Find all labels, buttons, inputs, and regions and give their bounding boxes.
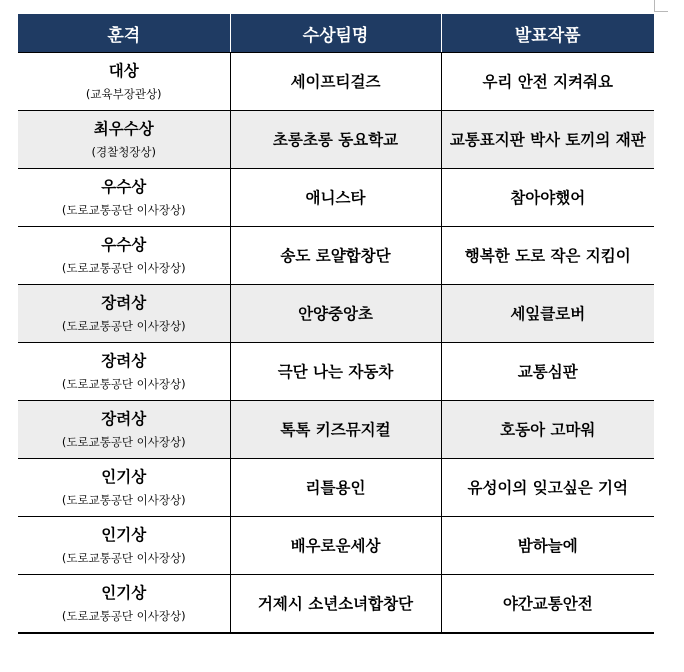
prize-sponsor: (도로교통공단 이사장상)	[61, 318, 186, 333]
prize-cell	[18, 111, 230, 169]
prize-name: 우수상	[101, 177, 147, 196]
prize-name: 대상	[108, 61, 139, 80]
prize-cell	[18, 343, 230, 401]
prize-sponsor: (도로교통공단 이사장상)	[61, 376, 186, 391]
team-cell: 리틀용인	[230, 459, 441, 517]
awards-table-body	[18, 53, 654, 634]
prize-sponsor: (도로교통공단 이사장상)	[61, 550, 186, 565]
table-row	[18, 169, 654, 227]
table-row	[18, 459, 654, 517]
table-row	[18, 517, 654, 575]
team-cell: 톡톡 키즈뮤지컬	[230, 401, 441, 459]
prize-sponsor: (경찰청장상)	[91, 144, 157, 159]
team-cell: 안양중앙초	[230, 285, 441, 343]
prize-name: 우수상	[101, 235, 147, 254]
table-row	[18, 575, 654, 634]
work-cell: 유성이의 잊고싶은 기억	[441, 459, 654, 517]
awards-table	[18, 14, 654, 634]
prize-name: 장려상	[101, 293, 147, 312]
header-team: 수상팀명	[230, 14, 441, 53]
team-cell: 초롱초롱 동요학교	[230, 111, 441, 169]
prize-cell	[18, 459, 230, 517]
work-cell: 교통심판	[441, 343, 654, 401]
team-cell: 세이프티걸즈	[230, 53, 441, 111]
table-row	[18, 53, 654, 111]
work-cell: 호동아 고마워	[441, 401, 654, 459]
table-row	[18, 227, 654, 285]
work-cell: 참아야했어	[441, 169, 654, 227]
prize-sponsor: (도로교통공단 이사장상)	[61, 492, 186, 507]
header-prize: 훈격	[18, 14, 230, 53]
work-cell: 세잎클로버	[441, 285, 654, 343]
work-cell: 교통표지판 박사 토끼의 재판	[441, 111, 654, 169]
table-row	[18, 285, 654, 343]
prize-cell	[18, 227, 230, 285]
work-cell: 밤하늘에	[441, 517, 654, 575]
prize-sponsor: (도로교통공단 이사장상)	[61, 202, 186, 217]
work-cell: 야간교통안전	[441, 575, 654, 634]
prize-sponsor: (도로교통공단 이사장상)	[61, 608, 186, 623]
prize-name: 최우수상	[93, 119, 154, 138]
prize-sponsor: (교육부장관상)	[85, 86, 162, 101]
team-cell: 거제시 소년소녀합창단	[230, 575, 441, 634]
work-cell: 우리 안전 지켜줘요	[441, 53, 654, 111]
work-cell: 행복한 도로 작은 지킴이	[441, 227, 654, 285]
team-cell: 배우로운세상	[230, 517, 441, 575]
prize-cell	[18, 53, 230, 111]
prize-cell	[18, 575, 230, 634]
header-work: 발표작품	[441, 14, 654, 53]
prize-name: 인기상	[101, 525, 147, 544]
prize-cell	[18, 169, 230, 227]
prize-name: 장려상	[101, 351, 147, 370]
table-row	[18, 401, 654, 459]
team-cell: 극단 나는 자동차	[230, 343, 441, 401]
team-cell: 송도 로얄합창단	[230, 227, 441, 285]
prize-name: 장려상	[101, 409, 147, 428]
table-row	[18, 343, 654, 401]
page-corner-marker	[654, 0, 668, 12]
prize-sponsor: (도로교통공단 이사장상)	[61, 434, 186, 449]
prize-name: 인기상	[101, 467, 147, 486]
prize-cell	[18, 517, 230, 575]
prize-name: 인기상	[101, 583, 147, 602]
prize-cell	[18, 285, 230, 343]
prize-cell	[18, 401, 230, 459]
table-row	[18, 111, 654, 169]
header-row	[18, 14, 654, 53]
prize-sponsor: (도로교통공단 이사장상)	[61, 260, 186, 275]
team-cell: 애니스타	[230, 169, 441, 227]
